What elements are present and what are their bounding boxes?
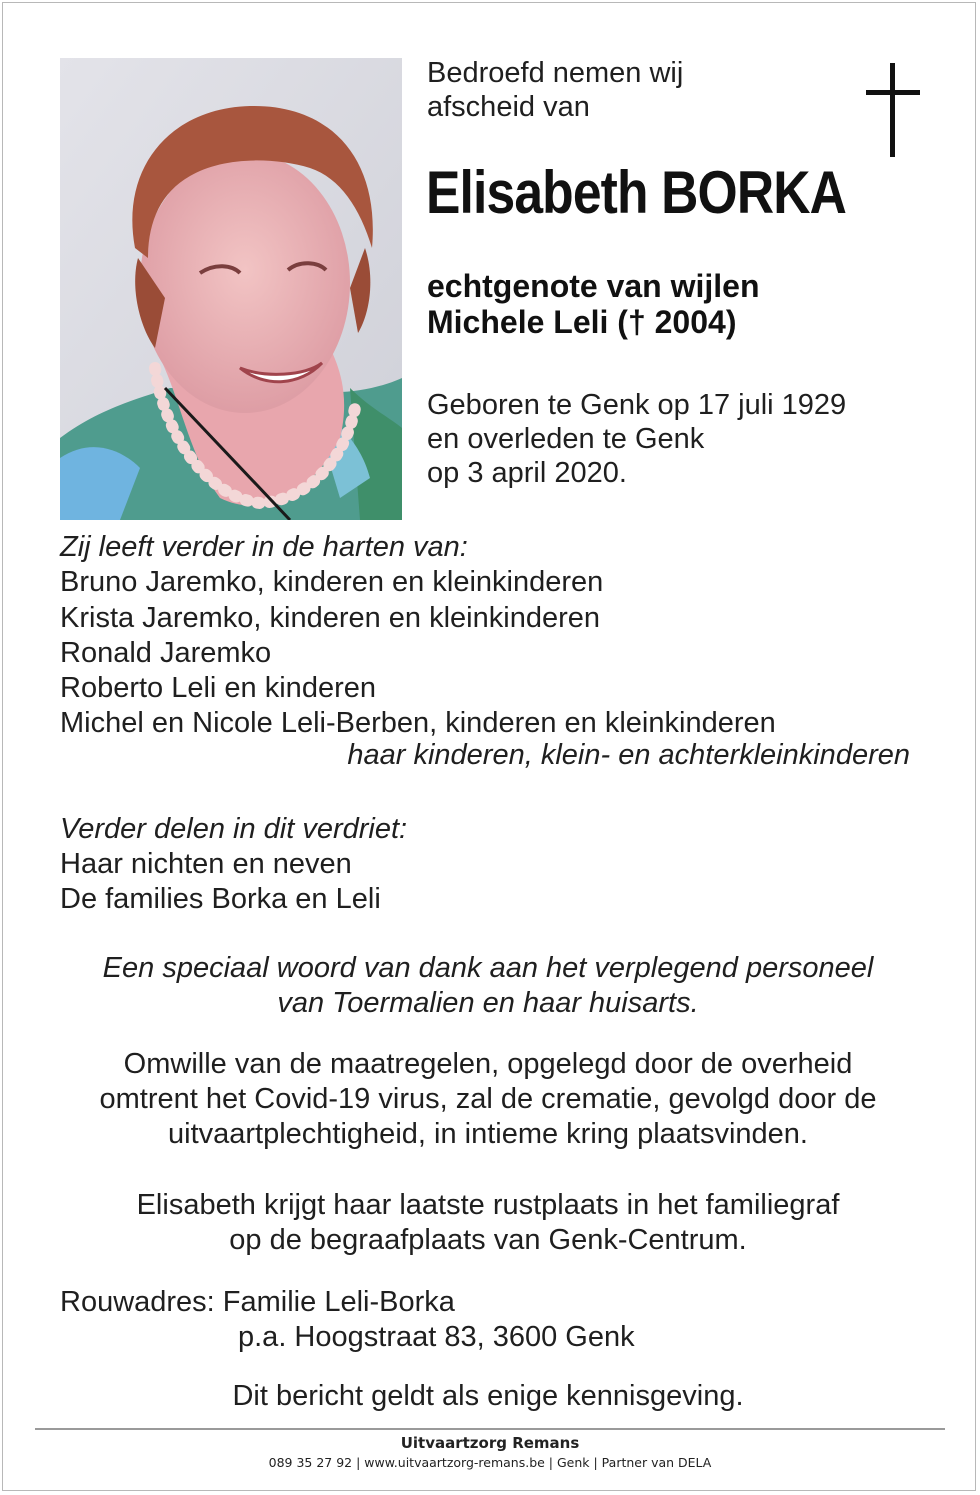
birth-death-dates [427,388,846,490]
spouse-info [427,268,760,340]
covid-line: omtrent het Covid-19 virus, zal de crematie, gevolgd door de [99,1083,877,1115]
deceased-name: Elisabeth BORKA [426,159,847,226]
survivor-item: Roberto Leli en kinderen [60,672,376,705]
survivor-item: Krista Jaremko, kinderen en kleinkinderen [60,601,600,634]
covid-line: uitvaartplechtigheid, in intieme kring plaatsvinden. [168,1118,808,1150]
share-grief-list [60,812,407,917]
intro-line: afscheid van [427,91,590,123]
survivors-list [60,530,776,742]
mourning-address [60,1285,635,1355]
share-item: Haar nichten en neven [60,848,352,880]
survivor-item: Michel en Nicole Leli-Berben, kinderen en kleinkinderen [60,707,776,740]
survivor-item: Bruno Jaremko, kinderen en kleinkinderen [60,566,604,599]
funeral-home-name: Uitvaartzorg Remans [400,1434,580,1452]
footer [0,1433,980,1473]
covid-line: Omwille van de maatregelen, opgelegd door de overheid [123,1048,853,1080]
intro-line: Bedroefd nemen wij [427,57,684,89]
covid-note [40,1047,936,1152]
survivors-closing: haar kinderen, klein- en achterkleinkinderen [347,739,910,771]
address-street: p.a. Hoogstraat 83, 3600 Genk [238,1321,635,1353]
date-line: op 3 april 2020. [427,457,627,489]
intro-text [427,56,683,124]
resting-place-note [40,1188,936,1258]
rest-line: Elisabeth krijgt haar laatste rustplaats in het familiegraf [136,1189,840,1221]
survivor-item: Ronald Jaremko [60,636,272,669]
share-heading: Verder delen in dit verdriet: [60,813,408,845]
address-label: Rouwadres: Familie Leli-Borka [60,1286,455,1318]
cross-icon [866,63,922,164]
funeral-home-contact: 089 35 27 92 | www.uitvaartzorg-remans.be | Genk | Partner van DELA [268,1455,712,1470]
notice-line: Dit bericht geldt als enige kennisgeving. [232,1380,744,1412]
spouse-line: Michele Leli († 2004) [427,304,737,340]
date-line: Geboren te Genk op 17 juli 1929 [427,389,847,421]
thanks-line: Een speciaal woord van dank aan het verplegend personeel [102,952,874,984]
footer-divider [35,1428,945,1430]
date-line: en overleden te Genk [427,423,705,455]
rest-line: op de begraafplaats van Genk-Centrum. [229,1224,747,1256]
thanks-note [40,951,936,1021]
portrait-photo [60,58,402,520]
share-item: De families Borka en Leli [60,883,381,915]
thanks-line: van Toermalien en haar huisarts. [277,987,699,1019]
survivors-heading: Zij leeft verder in de harten van: [60,531,468,563]
spouse-line: echtgenote van wijlen [427,268,760,304]
